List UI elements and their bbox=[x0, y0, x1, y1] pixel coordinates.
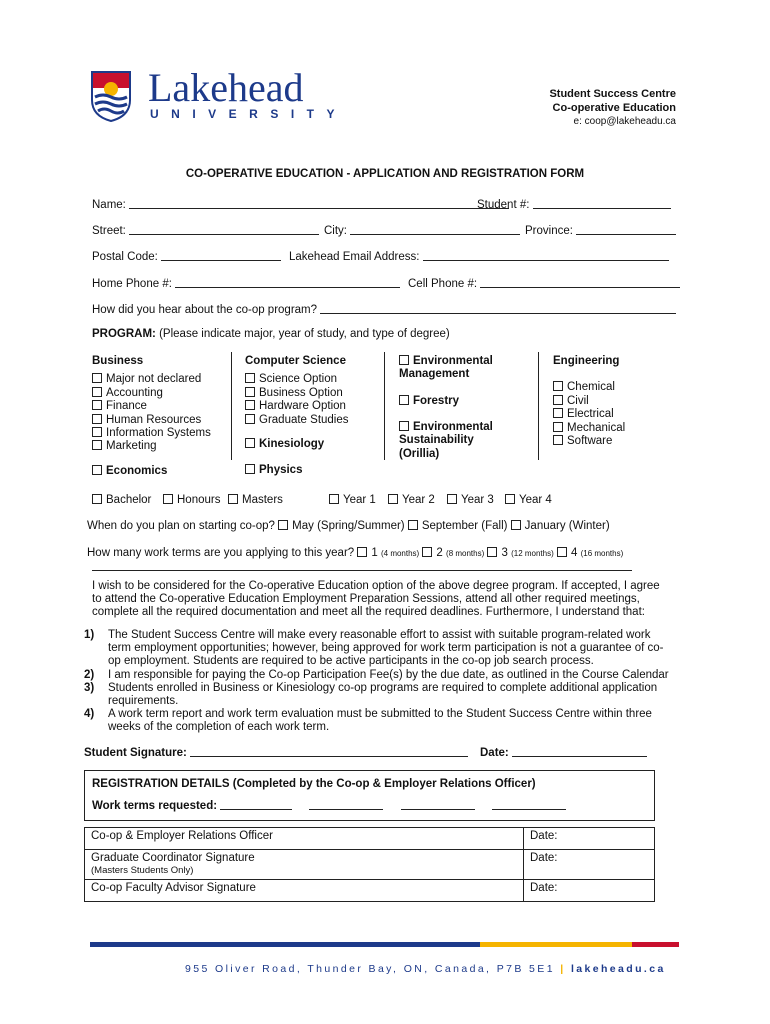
date-cell[interactable] bbox=[524, 828, 655, 850]
option-label: Software bbox=[567, 435, 613, 448]
student-number-field[interactable] bbox=[477, 197, 671, 211]
engineering-option[interactable] bbox=[553, 435, 625, 448]
province-line[interactable] bbox=[576, 223, 676, 235]
compsci-option[interactable] bbox=[245, 414, 349, 427]
business-option[interactable] bbox=[92, 387, 211, 400]
checkbox[interactable] bbox=[92, 440, 102, 450]
checkbox[interactable] bbox=[92, 400, 102, 410]
option-label: 2 bbox=[436, 547, 443, 559]
referral-field[interactable] bbox=[92, 302, 676, 316]
option-label: Honours bbox=[177, 494, 221, 506]
program-heading bbox=[92, 328, 450, 340]
email-line[interactable] bbox=[423, 249, 669, 261]
list-text: Students enrolled in Business or Kinesiology co-op programs are required to complete additional application requirements. bbox=[108, 681, 658, 708]
compsci-option[interactable] bbox=[245, 400, 349, 413]
role-label: Graduate Coordinator Signature bbox=[91, 852, 255, 864]
business-column bbox=[92, 355, 211, 454]
option-label: Year 4 bbox=[519, 494, 552, 506]
option-label: Hardware Option bbox=[259, 400, 346, 413]
shield-icon bbox=[90, 70, 132, 122]
option-label: Physics bbox=[259, 464, 303, 476]
checkbox[interactable] bbox=[245, 400, 255, 410]
section-divider bbox=[92, 570, 632, 571]
city-label: City: bbox=[324, 225, 347, 237]
home-phone-line[interactable] bbox=[175, 276, 400, 288]
option-label: Year 3 bbox=[461, 494, 494, 506]
logo-wordmark: Lakehead bbox=[148, 65, 304, 110]
checkbox[interactable] bbox=[487, 547, 497, 557]
degree-honours-option[interactable] bbox=[163, 494, 220, 506]
checkbox[interactable] bbox=[408, 520, 418, 530]
option-label: September (Fall) bbox=[421, 520, 508, 532]
terms-3-option[interactable] bbox=[487, 547, 553, 559]
list-text: A work term report and work term evaluation must be submitted to the Student Success Centre within three weeks of the completion of each work term. bbox=[108, 708, 652, 734]
engineering-option[interactable] bbox=[553, 422, 625, 435]
footer-address: 955 Oliver Road, Thunder Bay, ON, Canada, P7B 5E1 bbox=[185, 963, 555, 975]
home-phone-field[interactable] bbox=[92, 276, 400, 290]
declaration-text: I wish to be considered for the Co-operative Education option of the above degree program. If accepted, I agree to attend the Co-operative Education Employment Preparation Sessions, attend all other required meetings, complete all the required documentation and meet all the required deadlines. Furthermore, I understand that: bbox=[92, 580, 660, 619]
checkbox[interactable] bbox=[329, 494, 339, 504]
checkbox[interactable] bbox=[278, 520, 288, 530]
registration-details-box bbox=[84, 770, 655, 821]
option-label: Mechanical bbox=[567, 421, 626, 434]
option-label: Environmental Management bbox=[399, 355, 493, 381]
kinesiology-option[interactable] bbox=[245, 438, 324, 450]
footer-separator: | bbox=[560, 963, 566, 975]
city-field[interactable] bbox=[324, 223, 520, 237]
list-item bbox=[84, 669, 674, 682]
business-option[interactable] bbox=[92, 373, 211, 386]
checkbox[interactable] bbox=[553, 395, 563, 405]
date-line[interactable] bbox=[512, 745, 647, 757]
province-label: Province: bbox=[525, 225, 573, 237]
engineering-option[interactable] bbox=[553, 408, 625, 421]
option-label: Information Systems bbox=[106, 427, 211, 440]
option-label: Economics bbox=[106, 465, 168, 477]
list-item bbox=[84, 708, 674, 734]
program-divider bbox=[538, 352, 539, 460]
checkbox[interactable] bbox=[245, 438, 255, 448]
program-label: PROGRAM: bbox=[92, 328, 156, 340]
economics-option[interactable] bbox=[92, 465, 167, 477]
name-label: Name: bbox=[92, 199, 126, 211]
home-phone-label: Home Phone #: bbox=[92, 278, 172, 290]
option-label: Bachelor bbox=[106, 494, 152, 506]
office-name: Student Success Centre bbox=[549, 88, 676, 100]
role-label: Co-op & Employer Relations Officer bbox=[91, 830, 273, 842]
department-name: Co-operative Education bbox=[552, 102, 676, 114]
referral-label: How did you hear about the co-op program? bbox=[92, 304, 318, 316]
program-divider bbox=[384, 352, 385, 460]
stripe-red bbox=[632, 942, 679, 947]
postal-code-field[interactable] bbox=[92, 249, 281, 263]
year-3-option[interactable] bbox=[447, 494, 494, 506]
compsci-column bbox=[245, 355, 349, 427]
option-label: Graduate Studies bbox=[259, 413, 349, 426]
list-item bbox=[84, 682, 674, 708]
sign-off-table bbox=[84, 827, 655, 902]
date-cell[interactable] bbox=[524, 880, 655, 902]
start-question-row bbox=[87, 520, 610, 532]
terms-4-option[interactable] bbox=[557, 547, 623, 559]
option-label: Business Option bbox=[259, 386, 343, 399]
date-label: Date: bbox=[480, 747, 509, 759]
start-question: When do you plan on starting co-op? bbox=[87, 520, 275, 532]
option-label: Finance bbox=[106, 400, 147, 413]
footer bbox=[185, 963, 666, 975]
checkbox[interactable] bbox=[92, 373, 102, 383]
student-number-line[interactable] bbox=[533, 197, 671, 209]
checkbox[interactable] bbox=[92, 387, 102, 397]
date-label: Date: bbox=[530, 852, 558, 864]
forestry-option[interactable] bbox=[399, 395, 459, 407]
stripe-navy bbox=[90, 942, 480, 947]
checkbox[interactable] bbox=[388, 494, 398, 504]
year-4-option[interactable] bbox=[505, 494, 552, 506]
engineering-heading: Engineering bbox=[553, 355, 620, 367]
checkbox[interactable] bbox=[399, 395, 409, 405]
checkbox[interactable] bbox=[399, 355, 409, 365]
option-label: Chemical bbox=[567, 381, 615, 394]
terms-question-row bbox=[87, 547, 623, 559]
option-label: May (Spring/Summer) bbox=[292, 520, 405, 532]
street-field[interactable] bbox=[92, 223, 319, 237]
checkbox[interactable] bbox=[553, 422, 563, 432]
business-option[interactable] bbox=[92, 427, 211, 440]
table-row bbox=[85, 880, 655, 902]
checkbox[interactable] bbox=[92, 465, 102, 475]
checkbox[interactable] bbox=[553, 408, 563, 418]
degree-bachelor-option[interactable] bbox=[92, 494, 151, 506]
province-field[interactable] bbox=[525, 223, 676, 237]
footer-website[interactable]: lakeheadu.ca bbox=[570, 963, 666, 975]
option-label: Environmental Sustainability (Orillia) bbox=[399, 421, 493, 460]
referral-line[interactable] bbox=[320, 302, 676, 314]
contact-email: e: coop@lakeheadu.ca bbox=[573, 116, 676, 127]
name-field[interactable] bbox=[92, 197, 509, 211]
checkbox[interactable] bbox=[245, 414, 255, 424]
terms-question: How many work terms are you applying to this year? bbox=[87, 547, 355, 559]
city-line[interactable] bbox=[350, 223, 520, 235]
list-number: 2) bbox=[84, 668, 95, 681]
signature-line[interactable] bbox=[190, 745, 468, 757]
option-label: Forestry bbox=[413, 395, 460, 407]
checkbox[interactable] bbox=[511, 520, 521, 530]
option-label: Year 2 bbox=[402, 494, 435, 506]
engineering-column bbox=[553, 355, 625, 448]
work-terms-label: Work terms requested: bbox=[92, 800, 218, 812]
option-duration: (4 months) bbox=[380, 549, 420, 558]
signature-label: Student Signature: bbox=[84, 747, 187, 759]
conditions-list bbox=[84, 629, 674, 735]
option-label: Major not declared bbox=[106, 373, 202, 386]
registration-title: REGISTRATION DETAILS (Completed by the Co-op & Employer Relations Officer) bbox=[92, 778, 536, 790]
option-label: Science Option bbox=[259, 373, 337, 386]
checkbox[interactable] bbox=[422, 547, 432, 557]
date-label: Date: bbox=[530, 882, 558, 894]
checkbox[interactable] bbox=[553, 381, 563, 391]
option-label: Human Resources bbox=[106, 413, 202, 426]
form-title: CO-OPERATIVE EDUCATION - APPLICATION AND REGISTRATION FORM bbox=[185, 168, 585, 180]
option-label: Year 1 bbox=[343, 494, 376, 506]
option-duration: (16 months) bbox=[580, 549, 624, 558]
checkbox[interactable] bbox=[447, 494, 457, 504]
checkbox[interactable] bbox=[163, 494, 173, 504]
checkbox[interactable] bbox=[357, 547, 367, 557]
cell-phone-field[interactable] bbox=[408, 276, 680, 290]
cell-phone-label: Cell Phone #: bbox=[408, 278, 478, 290]
role-label: Co-op Faculty Advisor Signature bbox=[91, 882, 256, 894]
checkbox[interactable] bbox=[553, 435, 563, 445]
checkbox[interactable] bbox=[505, 494, 515, 504]
compsci-option[interactable] bbox=[245, 373, 349, 386]
option-duration: (12 months) bbox=[511, 549, 554, 558]
list-number: 1) bbox=[84, 629, 95, 641]
date-cell[interactable] bbox=[524, 850, 655, 880]
work-terms-line[interactable] bbox=[220, 798, 292, 810]
checkbox[interactable] bbox=[245, 464, 255, 474]
role-cell[interactable] bbox=[85, 880, 524, 902]
role-cell[interactable] bbox=[85, 828, 524, 850]
engineering-option[interactable] bbox=[553, 381, 625, 394]
checkbox[interactable] bbox=[399, 421, 409, 431]
student-signature-field[interactable] bbox=[84, 745, 468, 759]
compsci-option[interactable] bbox=[245, 387, 349, 400]
street-label: Street: bbox=[92, 225, 126, 237]
environmental-sustainability-option[interactable] bbox=[399, 421, 509, 461]
business-option[interactable] bbox=[92, 400, 211, 413]
work-terms-field[interactable] bbox=[92, 798, 566, 812]
cell-phone-line[interactable] bbox=[480, 276, 680, 288]
option-label: 1 bbox=[371, 547, 378, 559]
checkbox[interactable] bbox=[92, 427, 102, 437]
role-cell[interactable] bbox=[85, 850, 524, 880]
degree-masters-option[interactable] bbox=[228, 494, 283, 506]
list-text: The Student Success Centre will make every reasonable effort to assist with suitable program-related work term employment opportunities; however, being approved for work term participation is not a guarantee of co-op employment. Students are required to be active participants in the co-op job search process. bbox=[108, 629, 664, 668]
start-september-option[interactable] bbox=[408, 520, 508, 532]
option-label: 3 bbox=[501, 547, 508, 559]
business-heading: Business bbox=[92, 355, 144, 367]
start-january-option[interactable] bbox=[511, 520, 610, 532]
postal-code-line[interactable] bbox=[161, 249, 281, 261]
program-divider bbox=[231, 352, 232, 460]
option-label: Civil bbox=[567, 394, 589, 407]
checkbox[interactable] bbox=[245, 373, 255, 383]
business-option[interactable] bbox=[92, 440, 211, 453]
option-duration: (8 months) bbox=[446, 549, 485, 558]
option-label: January (Winter) bbox=[524, 520, 610, 532]
student-number-label: Student #: bbox=[477, 199, 530, 211]
business-option[interactable] bbox=[92, 414, 211, 427]
work-terms-line[interactable] bbox=[401, 798, 475, 810]
option-label: 4 bbox=[570, 547, 578, 559]
compsci-heading: Computer Science bbox=[245, 355, 346, 367]
street-line[interactable] bbox=[129, 223, 319, 235]
option-label: Electrical bbox=[567, 408, 614, 421]
signature-date-field[interactable] bbox=[480, 745, 647, 759]
name-line[interactable] bbox=[129, 197, 509, 209]
logo-subtitle: UNIVERSITY bbox=[150, 107, 348, 121]
table-row bbox=[85, 850, 655, 880]
checkbox[interactable] bbox=[228, 494, 238, 504]
option-label: Masters bbox=[242, 494, 283, 506]
checkbox[interactable] bbox=[557, 547, 567, 557]
program-instruction: (Please indicate major, year of study, and type of degree) bbox=[159, 328, 450, 340]
checkbox[interactable] bbox=[92, 494, 102, 504]
list-text: I am responsible for paying the Co-op Participation Fee(s) by the due date, as outlined in the Course Calendar bbox=[108, 668, 669, 681]
option-label: Marketing bbox=[106, 440, 157, 453]
option-label: Kinesiology bbox=[259, 438, 325, 450]
year-1-option[interactable] bbox=[329, 494, 376, 506]
engineering-option[interactable] bbox=[553, 395, 625, 408]
checkbox[interactable] bbox=[245, 387, 255, 397]
postal-code-label: Postal Code: bbox=[92, 251, 158, 263]
email-label: Lakehead Email Address: bbox=[289, 251, 420, 263]
environmental-management-option[interactable] bbox=[399, 355, 509, 382]
date-label: Date: bbox=[530, 830, 558, 842]
start-may-option[interactable] bbox=[278, 520, 404, 532]
option-label: Accounting bbox=[106, 386, 163, 399]
list-number: 4) bbox=[84, 708, 95, 721]
physics-option[interactable] bbox=[245, 464, 302, 476]
email-field[interactable] bbox=[289, 249, 669, 263]
work-terms-line[interactable] bbox=[309, 798, 383, 810]
list-number: 3) bbox=[84, 681, 95, 694]
checkbox[interactable] bbox=[92, 414, 102, 424]
list-item bbox=[84, 629, 674, 669]
year-2-option[interactable] bbox=[388, 494, 435, 506]
role-note: (Masters Students Only) bbox=[91, 865, 194, 876]
stripe-gold bbox=[480, 942, 632, 947]
table-row bbox=[85, 828, 655, 850]
work-terms-line[interactable] bbox=[492, 798, 566, 810]
terms-2-option[interactable] bbox=[422, 547, 484, 559]
terms-1-option[interactable] bbox=[357, 547, 419, 559]
